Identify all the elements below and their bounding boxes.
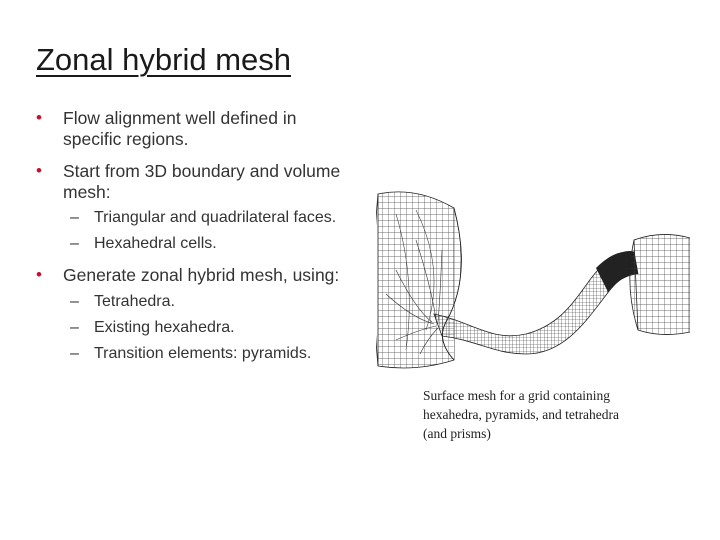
bullet-list [36,108,356,364]
sub-item [36,234,356,254]
bullet-marker: • [36,161,42,180]
bullet-text: Flow alignment well defined in specific regions. [63,108,297,149]
caption-line: hexahedra, pyramids, and tetrahedra [423,407,620,422]
bullet-item [36,161,356,203]
sub-item [36,318,356,338]
sub-item-text: Triangular and quadrilateral faces. [94,209,337,226]
slide-title: Zonal hybrid mesh [36,42,292,77]
sub-item-text: Tetrahedra. [94,293,175,310]
dash-marker: – [70,345,79,362]
bullet-marker: • [36,265,42,284]
sub-item-text: Transition elements: pyramids. [94,345,312,362]
bullet-text: Start from 3D boundary and volume mesh: [63,161,341,202]
figure-caption [423,386,703,443]
bullet-marker: • [36,108,42,127]
bullet-item [36,108,356,150]
sub-item [36,292,356,312]
dash-marker: – [70,235,79,252]
bullet-item [36,265,356,286]
sub-item-text: Existing hexahedra. [94,319,235,336]
bullet-text: Generate zonal hybrid mesh, using: [63,265,340,285]
right-cylinder-mesh [630,234,690,334]
dash-marker: – [70,293,79,310]
surface-mesh-figure [376,190,690,370]
caption-line: (and prisms) [423,426,491,441]
connecting-tube-mesh [434,251,638,354]
sub-item [36,208,356,228]
sub-item [36,344,356,364]
dash-marker: – [70,319,79,336]
left-cylinder-mesh [376,192,461,368]
caption-line: Surface mesh for a grid containing [423,388,611,403]
dash-marker: – [70,209,79,226]
sub-item-text: Hexahedral cells. [94,235,217,252]
